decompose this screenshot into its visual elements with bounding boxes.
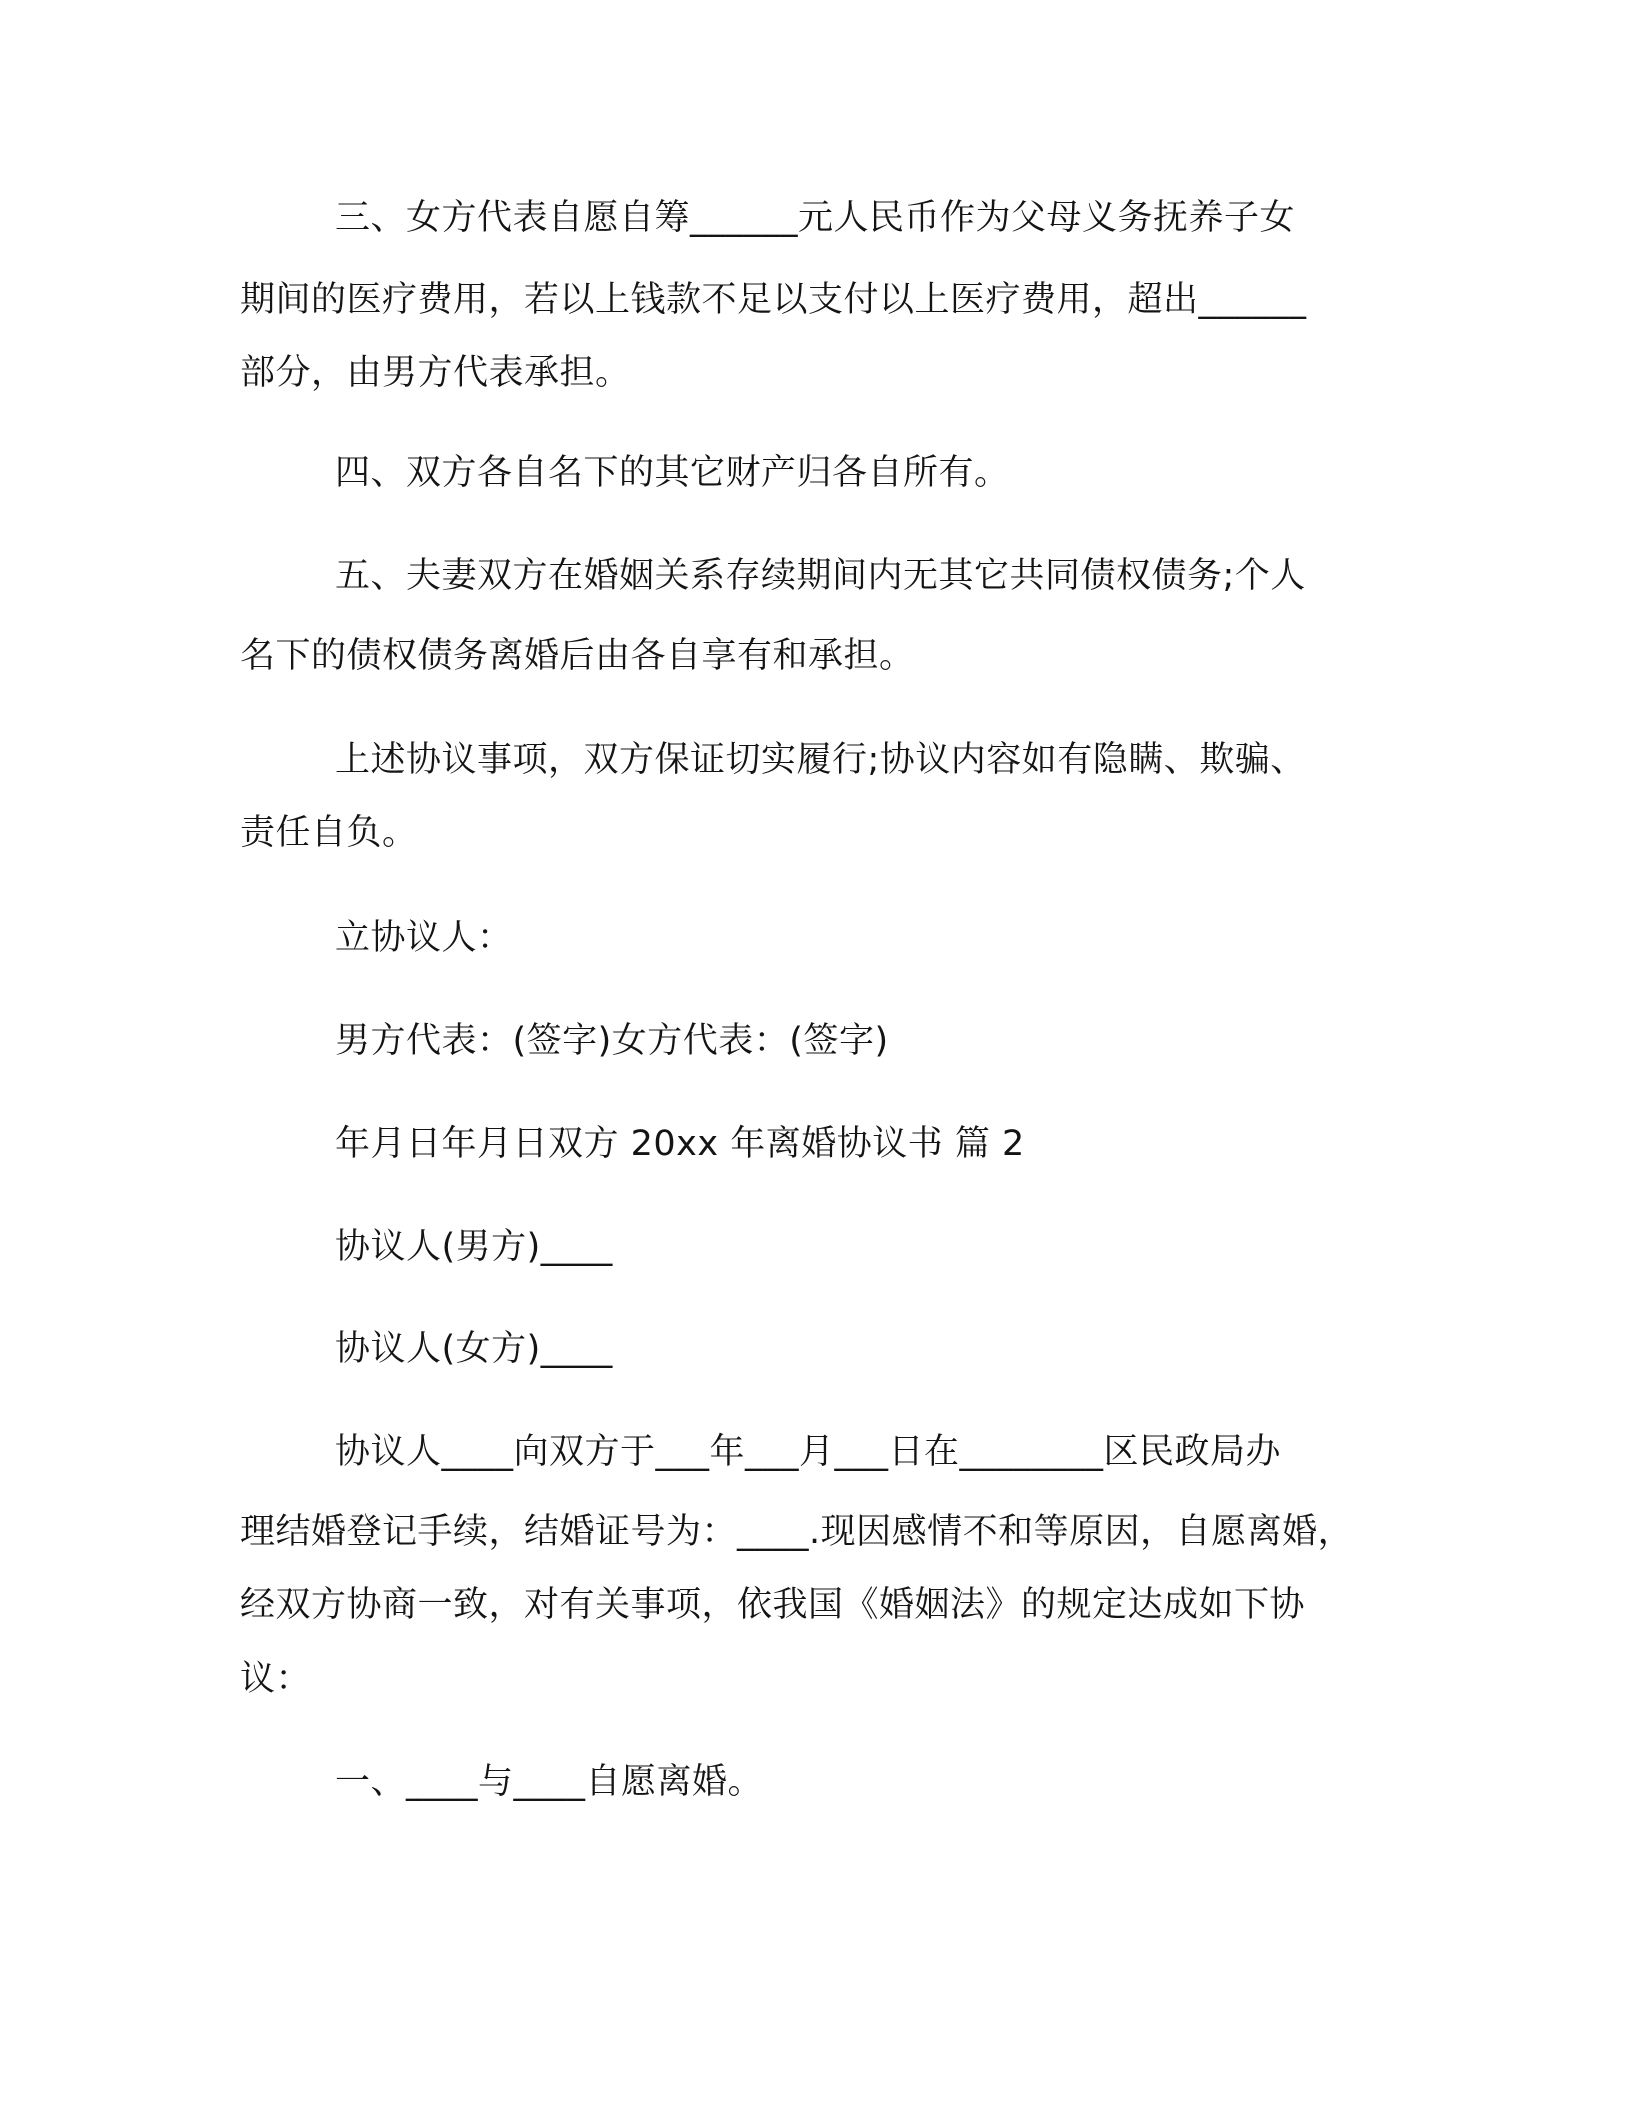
clause-three-line-3: 部分，由男方代表承担。 [240,353,631,393]
preamble-line-2: 理结婚登记手续，结婚证号为：____.现因感情不和等原因，自愿离婚， [240,1512,1354,1552]
preamble-line-1: 协议人____向双方于___年___月___日在________区民政局办 [335,1432,1282,1472]
clause-four: 四、双方各自名下的其它财产归各自所有。 [335,453,1010,493]
clause-five-line-1: 五、夫妻双方在婚姻关系存续期间内无其它共同债权债务;个人 [335,556,1306,596]
guarantee-line-2: 责任自负。 [240,813,418,853]
preamble-line-4: 议： [240,1659,312,1699]
party-male: 协议人(男方)____ [335,1227,613,1267]
clause-one: 一、____与____自愿离婚。 [335,1762,764,1802]
clause-three-line-2: 期间的医疗费用，若以上钱款不足以支付以上医疗费用，超出______ [240,280,1307,320]
party-female: 协议人(女方)____ [335,1329,613,1369]
signatories-heading: 立协议人： [335,918,513,958]
guarantee-line-1: 上述协议事项，双方保证切实履行;协议内容如有隐瞒、欺骗、 [335,740,1306,780]
signature-line: 男方代表：(签字)女方代表：(签字) [335,1021,889,1061]
section-title: 年月日年月日双方 20xx 年离婚协议书 篇 2 [335,1124,1025,1164]
preamble-line-3: 经双方协商一致，对有关事项，依我国《婚姻法》的规定达成如下协 [240,1585,1306,1625]
clause-three-line-1: 三、女方代表自愿自筹______元人民币作为父母义务抚养子女 [335,198,1296,238]
clause-five-line-2: 名下的债权债务离婚后由各自享有和承担。 [240,636,915,676]
